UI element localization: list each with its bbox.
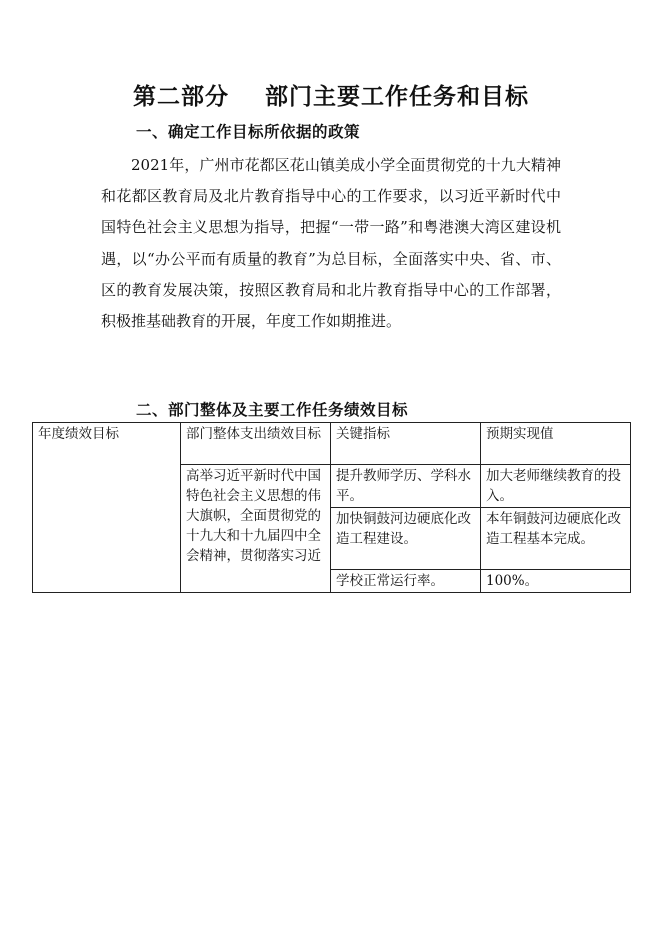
overall-goal-cell	[181, 465, 331, 593]
indicator-cell: 提升教师学历、学科水平。	[331, 465, 481, 508]
row-label-annual-goal: 年度绩效目标	[33, 423, 181, 593]
overall-goal-text: 高举习近平新时代中国特色社会主义思想的伟大旗帜，全面贯彻党的十九大和十九届四中全会精神，贯彻落实习近	[186, 468, 321, 564]
section-heading-performance-goals: 二、部门整体及主要工作任务绩效目标	[136, 401, 409, 419]
indicator-cell: 学校正常运行率。	[331, 570, 481, 593]
performance-goals-table	[32, 422, 631, 593]
expected-cell: 100%。	[481, 570, 631, 593]
header-key-indicator: 关键指标	[331, 423, 481, 465]
section-heading-policy-basis: 一、确定工作目标所依据的政策	[136, 123, 361, 141]
header-expected-value: 预期实现值	[481, 423, 631, 465]
table-header-row	[33, 423, 631, 465]
indicator-cell: 加快铜鼓河边硬底化改造工程建设。	[331, 508, 481, 570]
header-overall-goal: 部门整体支出绩效目标	[181, 423, 331, 465]
expected-cell: 加大老师继续教育的投入。	[481, 465, 631, 508]
expected-cell: 本年铜鼓河边硬底化改造工程基本完成。	[481, 508, 631, 570]
policy-paragraph: 2021年，广州市花都区花山镇美成小学全面贯彻党的十九大精神和花都区教育局及北片教育指导中心的工作要求，以习近平新时代中国特色社会主义思想为指导，把握“一带一路”和粤港澳大湾区建设机遇，以“办公平而有质量的教育”为总目标，全面落实中央、省、市、区的教育发展决策，按照区教育局和北片教育指导中心的工作部署，积极推基础教育的开展，年度工作如期推进。	[101, 156, 561, 331]
page-title: 第二部分 部门主要工作任务和目标	[132, 84, 530, 110]
